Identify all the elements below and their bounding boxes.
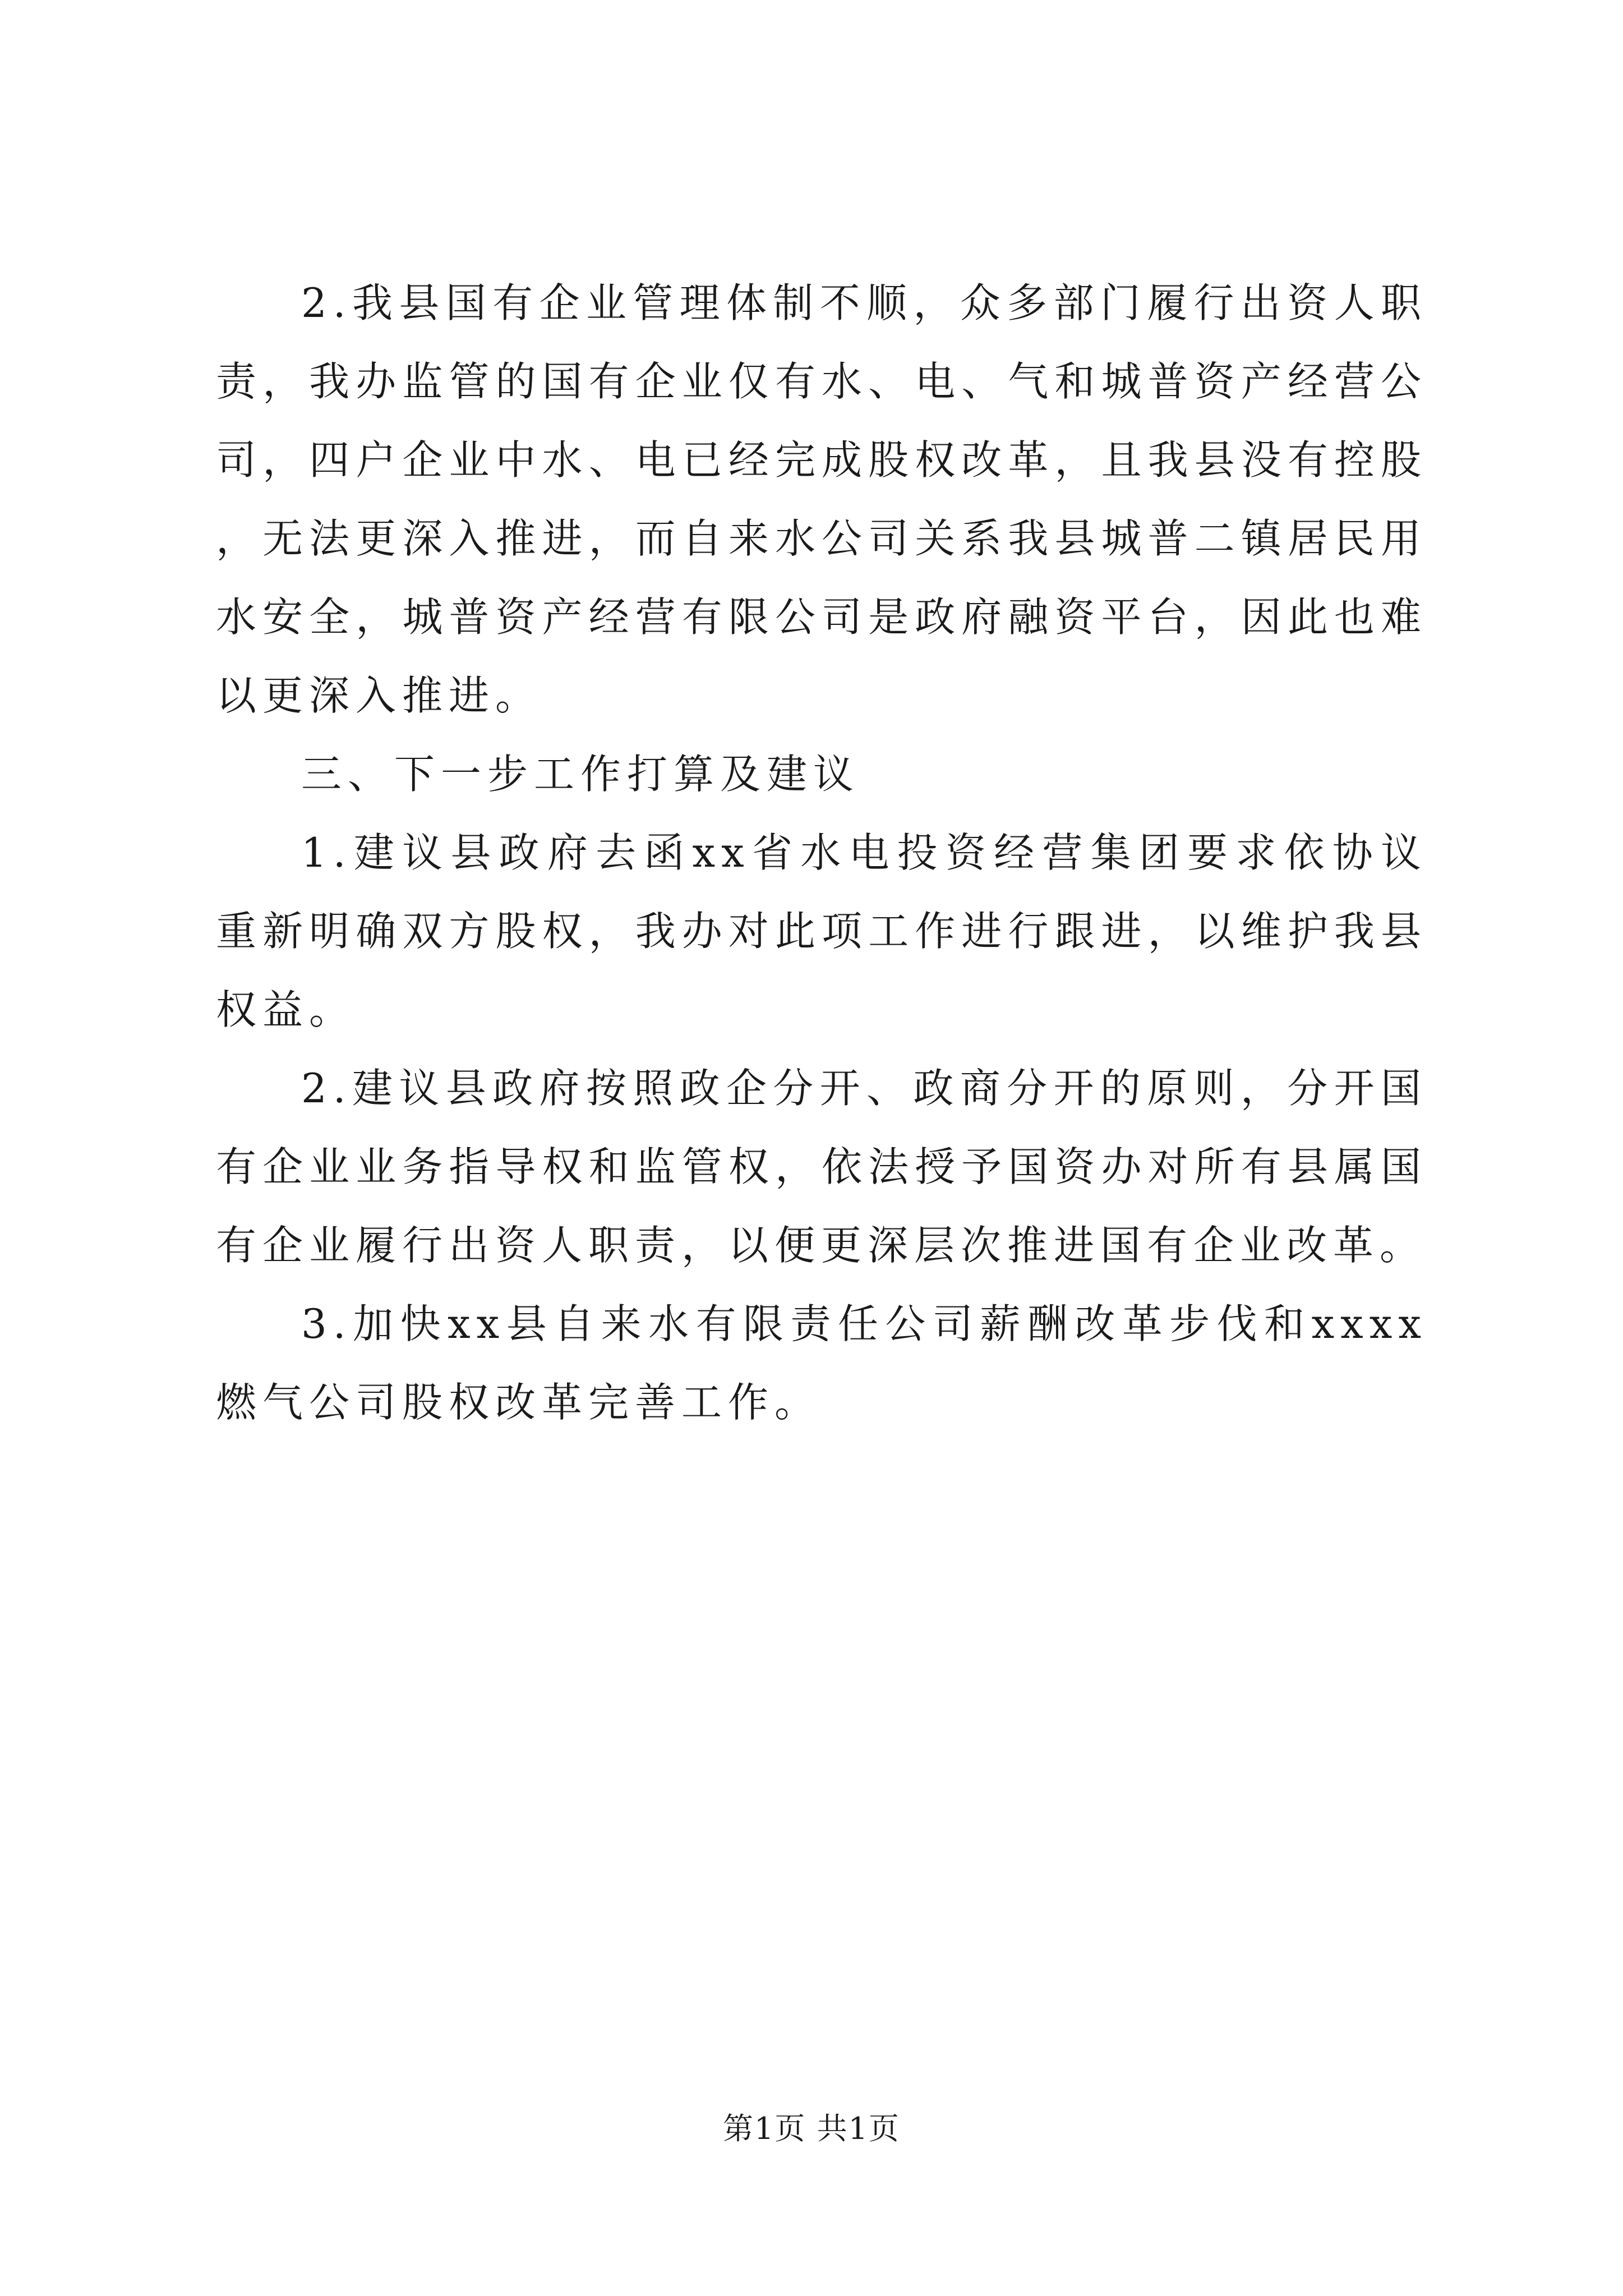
paragraph-issue-2: 2.我县国有企业管理体制不顺，众多部门履行出资人职责，我办监管的国有企业仅有水、电、气和城普资产经营公司，四户企业中水、电已经完成股权改革，且我县没有控股，无法更深入推进，而自来水公司关系我县城普二镇居民用水安全，城普资产经营有限公司是政府融资平台，因此也难以更深入推进。 <box>216 279 1427 719</box>
section-heading-next-steps: 三、下一步工作打算及建议 <box>301 751 860 798</box>
page-footer: 第1页 共1页 <box>723 2111 900 2146</box>
paragraph-suggestion-1: 1.建议县政府去函xx省水电投资经营集团要求依协议重新明确双方股权，我办对此项工作进行跟进，以维护我县权益。 <box>216 829 1427 1033</box>
paragraph-suggestion-2: 2.建议县政府按照政企分开、政商分开的原则，分开国有企业业务指导权和监管权，依法授予国资办对所有县属国有企业履行出资人职责，以便更深层次推进国有企业改革。 <box>216 1065 1427 1269</box>
paragraph-suggestion-3: 3.加快xx县自来水有限责任公司薪酬改革步伐和xxxx燃气公司股权改革完善工作。 <box>216 1300 1427 1426</box>
document-body <box>216 264 1427 1442</box>
